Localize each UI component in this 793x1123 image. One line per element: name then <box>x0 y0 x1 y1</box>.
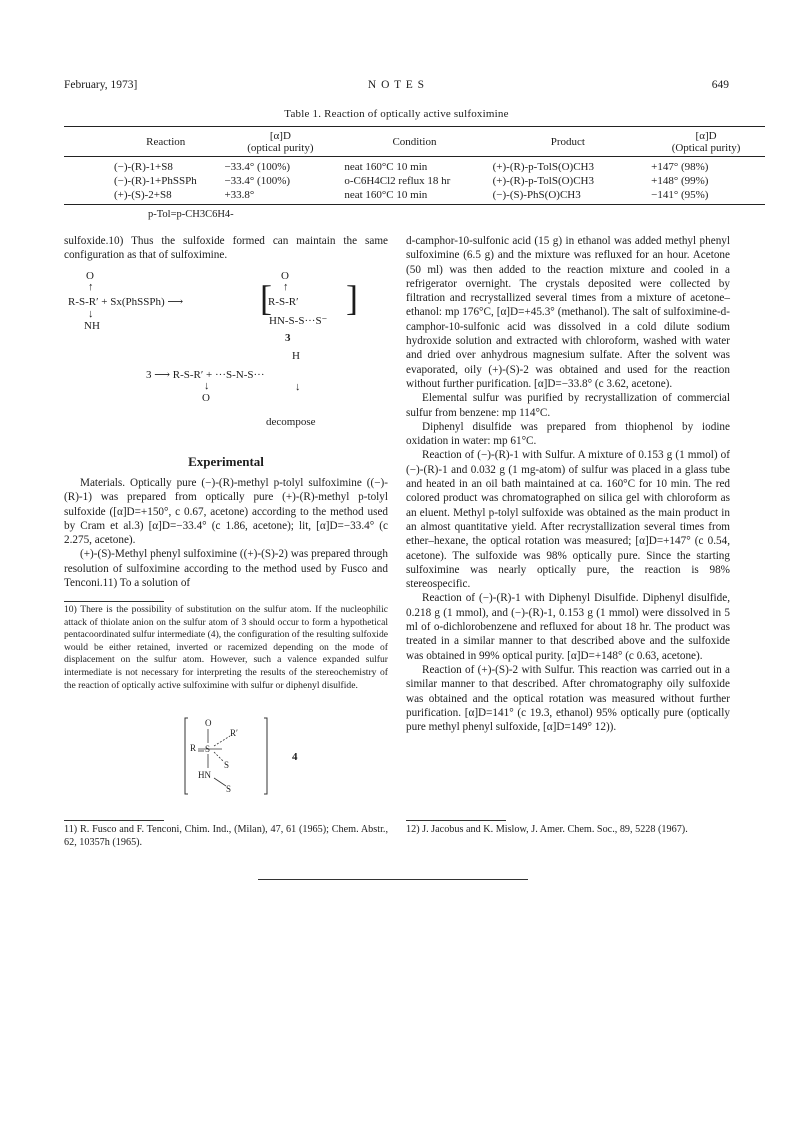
scheme-reactant-nh: NH <box>84 320 100 332</box>
footnote-11: 11) R. Fusco and F. Tenconi, Chim. Ind., (Milan), 47, 61 (1965); Chem. Abstr., 62, 10357h (1965). <box>64 824 388 848</box>
footnote-divider <box>406 820 506 821</box>
cell-product: (+)-(R)-p-TolS(O)CH3 <box>492 161 594 173</box>
col-header-condition: Condition <box>392 135 437 148</box>
table-caption: Table 1. Reaction of optically active sulfoximine <box>284 108 509 120</box>
footnote-10: 10) There is the possibility of substitution on the sulfur atom. If the nucleophilic attack of thiolate anion on the sulfur atom of 3 should occur to form a hypothetical pentacoordinated sulfur intermediate (4), the configuration of the resulting sulfoxide would be either retained, inverted or racemized depending on the mode of displacement on the sulfur atom. However, such a valence expanded sulfur intermediate is not necessary for interpreting the results of the stereochemistry of the reaction of optically active sulfoximine with sulfur or diphenyl disulfide. <box>64 604 388 691</box>
scheme-intermediate-chain: HN-S-S···S⁻ <box>269 315 328 327</box>
footnote-divider <box>64 820 164 821</box>
section-title-experimental: Experimental <box>188 454 264 469</box>
cell-reaction: (−)-(R)-1+PhSSPh <box>114 175 197 187</box>
cell-condition: neat 160°C 10 min <box>340 188 488 205</box>
scheme-intermediate-core: R-S-R′ <box>268 296 299 308</box>
reaction-2-sulfur-paragraph: Reaction of (+)-(S)-2 with Sulfur. This reaction was carried out in a similar manner to that described. After chromatography oily sulfoxide was obtained and the optical rotation was measured without further purification. [α]D=141° (c 19.3, ethanol) 95% optically pure (optically pure methyl phenyl sulfoxide, [α]D=149° 12)). <box>406 663 730 734</box>
cell-condition: neat 160°C 10 min <box>344 161 428 173</box>
page-number: 649 <box>711 79 729 91</box>
col-header-rotation-main: [α]D <box>269 129 291 142</box>
scheme-bracket-right: ] <box>346 278 358 318</box>
table-row <box>64 157 765 175</box>
compound-4-s-right: S <box>224 760 230 770</box>
left-body-text <box>64 476 388 590</box>
running-header-date: February, 1973] <box>64 79 138 91</box>
camphor-paragraph: d-camphor-10-sulfonic acid (15 g) in ethanol was added methyl phenyl sulfoximine (6.5 g) and the mixture was refluxed for an hour. Acetone (50 ml) was then added to the reaction mixture and cooled in a refrigerator overnight. The crystals deposited were collected by filtration and recrystallized several times from a mixture of acetone–ethanol: mp 176°C, [α]D=+45.3° (methanol). The salt of sulfoximine-d-camphor-10-sulfonic acid was dissolved in a cold dilute sodium hydroxide solution and extracted with chloroform, washed with water and dried over anhydrous magnesium sulfate. After the solvent was evaporated, oily (+)-(S)-2 was obtained and used for the reaction without further purification. [α]D=−33.8° (c 3.62, acetone). <box>406 235 730 390</box>
col-header-optical-sub: (Optical purity) <box>671 141 741 154</box>
footnote-divider <box>64 601 164 602</box>
cell-product: (+)-(R)-p-TolS(O)CH3 <box>492 175 594 187</box>
reaction-disulfide-paragraph: Reaction of (−)-(R)-1 with Diphenyl Disulfide. Diphenyl disulfide, 0.218 g (1 mmol), and (−)-(R)-1, 0.153 g (1 mmol) were dissolved in 5 ml of o-dichlorobenzene and refluxed for about 18 hr. The product was treated in a similar manner to that described above and the sulfoxide was obtained in 99% optical purity. [α]D=+148° (c 0.63, acetone). <box>406 592 730 662</box>
reaction-sulfur-paragraph: Reaction of (−)-(R)-1 with Sulfur. A mixture of 0.153 g (1 mmol) of (−)-(R)-1 and 0.032 g (1 mg-atom) of sulfur was placed in a glass tube and heated in an oil bath maintained at ca. 160°C for 10 min. The red colored product was chromatographed on silica gel with chloroform as an eluent. Methyl p-tolyl sulfoxide was obtained as the main product in an almost quantitative yield. After recrystallization several times from ether–hexane, the optical rotation was measured; [α]D=+147° (c 0.54, acetone). The sulfoxide was 98% optically pure. Since the starting sulfoximine was nearly optically pure, the reaction is 98% stereospecific. <box>406 449 730 591</box>
scheme-line2-h: H <box>292 350 300 362</box>
cell-rotation: −33.4° (100%) <box>224 175 291 187</box>
scheme-arrow-up: ↑ <box>88 281 94 293</box>
resolution-paragraph: (+)-(S)-Methyl phenyl sulfoximine ((+)-(S)-2) was prepared through resolution of sulfoximine according to the method used by Fusco and Tenconi.11) To a solution of <box>64 548 388 590</box>
cell-optical: −141° (95%) <box>647 188 765 205</box>
table-row <box>64 174 765 188</box>
scheme-line2-arrow: ↓ <box>204 380 210 392</box>
col-header-rotation <box>220 127 340 157</box>
footnote-12: 12) J. Jacobus and K. Mislow, J. Amer. Chem. Soc., 89, 5228 (1967). <box>406 824 688 835</box>
table-header-row <box>64 127 765 157</box>
cell-reaction: (+)-(S)-2+S8 <box>64 188 220 205</box>
intro-text: sulfoxide.10) Thus the sulfoxide formed can maintain the same configuration as that of sulfoximine. <box>64 235 388 262</box>
col-header-rotation-sub: (optical purity) <box>247 141 314 154</box>
end-rule <box>258 879 528 880</box>
scheme-bracket-left: [ <box>260 278 272 318</box>
col-header-reaction: Reaction <box>146 135 186 148</box>
scheme-arrow-down: ↓ <box>88 308 94 320</box>
scheme-reactant-line: R-S-R′ + Sx(PhSSPh) ⟶ <box>68 296 184 308</box>
left-intro-paragraph <box>64 234 388 263</box>
reaction-table <box>64 126 765 205</box>
col-header-optical-main: [α]D <box>695 129 717 142</box>
compound-4-figure <box>184 716 294 796</box>
running-header-section: N O T E S <box>367 79 426 91</box>
table-footnote: p-Tol=p-CH3C6H4- <box>148 209 234 220</box>
cell-optical: +147° (98%) <box>651 161 709 173</box>
scheme-decompose-label: decompose <box>266 416 316 428</box>
cell-optical: +148° (99%) <box>651 175 709 187</box>
cell-product: (−)-(S)-PhS(O)CH3 <box>489 188 647 205</box>
col-header-product: Product <box>550 135 585 148</box>
scheme-reactant-oxygen: O <box>86 270 94 282</box>
cell-rotation: −33.4° (100%) <box>224 161 291 173</box>
materials-paragraph: Materials. Optically pure (−)-(R)-methyl p-tolyl sulfoximine ((−)-(R)-1) was prepared from optically pure (+)-(R)-methyl p-tolyl sulfoxide ([α]D=+150°, c 0.67, acetone) according to the method used by Cram et al.3) [α]D=−33.4° (c 1.86, acetone); lit, [α]D=−33.4° (c 2.275, acetone). <box>64 477 388 547</box>
compound-4-rprime: R′ <box>230 728 238 738</box>
scheme-line2: 3 ⟶ R-S-R′ + ···S-N-S··· <box>146 369 265 381</box>
scheme-intermediate-oxygen: O <box>281 270 289 282</box>
compound-4-oxygen: O <box>205 718 212 728</box>
compound-4-sulfur: S <box>205 744 211 754</box>
col-header-optical <box>647 127 765 157</box>
compound-4-r: R <box>190 743 197 753</box>
disulfide-paragraph: Diphenyl disulfide was prepared from thiophenol by iodine oxidation in water: mp 61°C. <box>406 420 730 448</box>
scheme-compound-3-label: 3 <box>285 332 291 344</box>
table-row <box>64 188 765 205</box>
cell-rotation: +33.8° <box>220 188 340 205</box>
scheme-line2-oxygen: O <box>202 392 210 404</box>
sulfur-purification-paragraph: Elemental sulfur was purified by recrystallization of commercial sulfur from benzene: mp 114°C. <box>406 392 730 419</box>
compound-4-label: 4 <box>292 751 298 763</box>
compound-4-hn: HN <box>198 770 211 780</box>
right-body-text <box>406 234 730 734</box>
scheme-decompose-arrow: ↓ <box>295 381 301 393</box>
scheme-intermediate-arrow: ↑ <box>283 281 289 293</box>
reaction-scheme <box>64 268 388 410</box>
compound-4-s-bottom: S <box>226 784 232 794</box>
compound-4-drawing <box>184 716 294 796</box>
cell-condition: o-C6H4Cl2 reflux 18 hr <box>344 175 451 187</box>
cell-reaction: (−)-(R)-1+S8 <box>114 161 173 173</box>
